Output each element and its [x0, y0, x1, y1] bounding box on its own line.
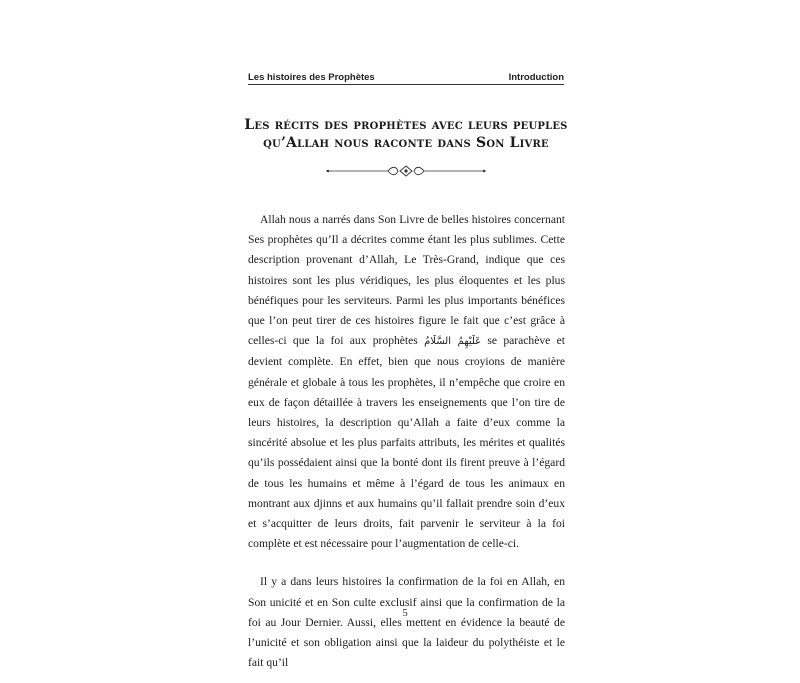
header-rule	[248, 84, 564, 85]
chapter-title-line-1: Les récits des prophètes avec leurs peuples	[244, 117, 568, 133]
arabic-blessing: عَلَيْهِمُ السَّلَامُ	[424, 336, 482, 348]
paragraph-2: Il y a dans leurs histoires la confirmation de la foi en Allah, en Son unicité et en Son culte exclusif ainsi que la confirmation de la foi au Jour Dernier. Aussi, elles mettent en évidence la beauté de l’unicité et son obligation ainsi que la laideur du polythéiste et le fait qu’il	[248, 575, 565, 670]
paragraph-1-text-a: Allah nous a narrés dans Son Livre de belles histoires concernant Ses prophètes qu’Il a décrites comme étant les plus sublimes. Cette description provenant d’Allah, Le Très-Grand, indique que ces histoires sont les plus véridiques, les plus éloquentes et les plus bénéfiques pour les serviteurs. Parmi les plus importants bénéfices que l’on peut tirer de ces histoires figure le fait que c’est grâce à celles-ci que la foi aux prophètes	[248, 213, 565, 348]
paragraph-1	[248, 210, 565, 554]
header-section-title: Introduction	[508, 72, 564, 83]
chapter-title	[230, 116, 582, 152]
chapter-title-line-2: qu’Allah nous raconte dans Son Livre	[263, 135, 549, 151]
body-text	[248, 210, 565, 673]
ornament-divider-icon	[326, 163, 486, 179]
paragraph-1-text-b: se parachève et devient complète. En effet, bien que nous croyions de manière générale et globale à tous les prophètes, il n’empêche que croire en eux de façon détaillée à travers les enseignements que l’on tire de leurs histoires, la description qu’Allah a faite d’eux comme la sincérité absolue et les plus parfaits attributs, les mérites et qualités qu’ils possédaient ainsi que la bonté dont ils firent preuve à l’égard de tous les humains et même à l’égard de tous les animaux en montrant aux djinns et aux humains qu’il fallait prendre soin d’eux et s’acquitter de leurs droits, fait parvenir le serviteur à la foi complète et est nécessaire pour l’augmentation de celle-ci.	[248, 334, 565, 551]
header-book-title: Les histoires des Prophètes	[248, 72, 375, 83]
page-number: 5	[402, 607, 408, 619]
